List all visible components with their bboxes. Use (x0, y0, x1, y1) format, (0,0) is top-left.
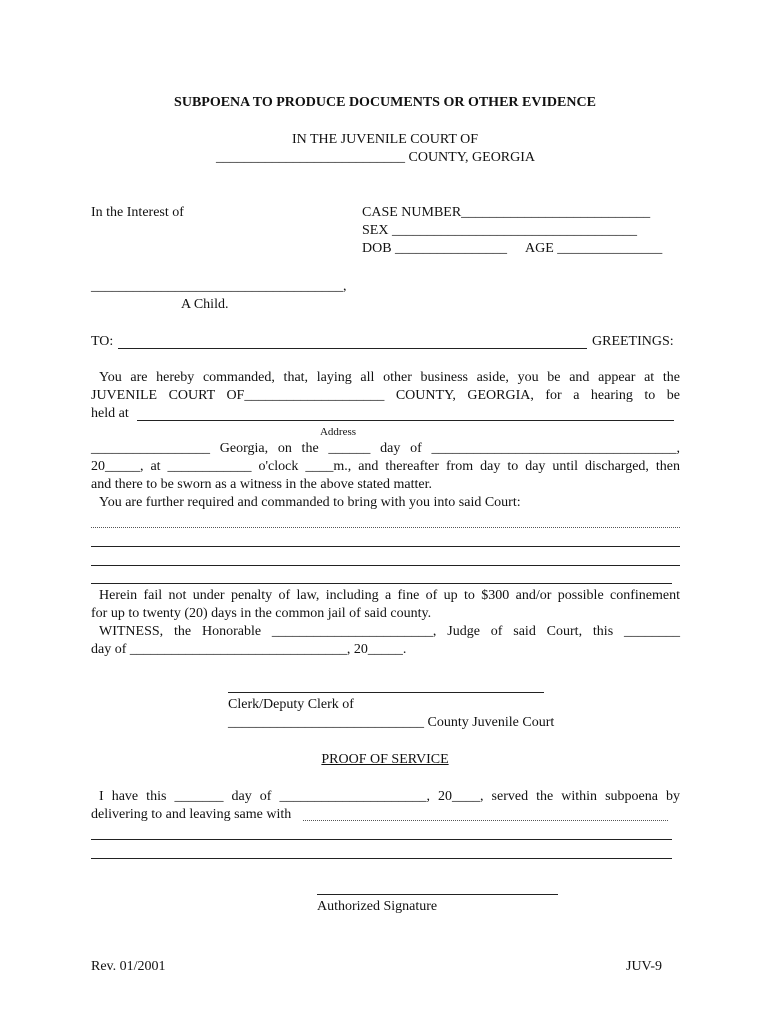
items-line-4[interactable] (91, 583, 672, 584)
document-title: SUBPOENA TO PRODUCE DOCUMENTS OR OTHER EVIDENCE (174, 95, 596, 110)
proof-line-1: I have this _______ day of _____________________, 20____, served the within subpoena by (99, 789, 680, 804)
county-label: COUNTY, GEORGIA (408, 150, 536, 165)
clerk-signature-line[interactable] (228, 692, 544, 693)
penalty-line-2: for up to twenty (20) days in the common jail of said county. (91, 606, 432, 621)
command-line-2: JUVENILE COURT OF____________________ COUNTY, GEORGIA, for a hearing to be (91, 388, 680, 403)
court-heading: IN THE JUVENILE COURT OF (291, 132, 479, 147)
clerk-label: Clerk/Deputy Clerk of (228, 697, 354, 712)
to-label: TO: (91, 334, 114, 349)
sex-field[interactable]: SEX ___________________________________ (362, 223, 637, 238)
items-line-1[interactable] (91, 527, 680, 528)
command-line-1: You are hereby commanded, that, laying all other business aside, you be and appear at the (99, 370, 680, 385)
items-line-2[interactable] (91, 546, 680, 547)
interest-label: In the Interest of (91, 205, 184, 220)
authorized-signature-label: Authorized Signature (317, 899, 438, 914)
witness-line-2: day of _______________________________, 20_____. (91, 642, 407, 657)
case-number-field[interactable]: CASE NUMBER___________________________ (362, 205, 651, 220)
bring-items-label: You are further required and commanded to bring with you into said Court: (99, 495, 521, 510)
command-line-5: 20_____, at ____________ o'clock ____m., and thereafter from day to day until discharged, then (91, 459, 680, 474)
held-at-label: held at (91, 406, 129, 421)
proof-line-blank-1[interactable] (91, 839, 672, 840)
penalty-line-1: Herein fail not under penalty of law, including a fine of up to $300 and/or possible confinement (99, 588, 680, 603)
proof-line-blank-2[interactable] (91, 858, 672, 859)
revision-label: Rev. 01/2001 (91, 959, 166, 974)
county-blank[interactable]: ___________________________ (216, 150, 405, 165)
form-id-label: JUV-9 (626, 959, 663, 974)
command-line-6: and there to be sworn as a witness in the above stated matter. (91, 477, 432, 492)
command-line-4: _________________ Georgia, on the ______ day of ___________________________________, (91, 441, 680, 456)
dob-field[interactable]: DOB ________________ (362, 241, 508, 256)
to-recipient-field[interactable] (118, 348, 587, 349)
greetings-label: GREETINGS: (592, 334, 674, 349)
child-name-field[interactable]: ____________________________________, (91, 279, 347, 294)
served-person-field[interactable] (303, 820, 668, 821)
hearing-address-field[interactable] (137, 420, 674, 421)
county-heading (216, 149, 535, 167)
clerk-county-court: ____________________________ County Juvenile Court (228, 715, 555, 730)
age-field[interactable]: AGE _______________ (525, 241, 663, 256)
proof-of-service-heading: PROOF OF SERVICE (321, 752, 449, 767)
witness-line-1: WITNESS, the Honorable _______________________, Judge of said Court, this ________ (99, 624, 680, 639)
items-line-3[interactable] (91, 565, 680, 566)
authorized-signature-line[interactable] (317, 894, 558, 895)
proof-line-2: delivering to and leaving same with (91, 807, 292, 822)
child-label: A Child. (181, 297, 229, 312)
address-caption: Address (319, 426, 357, 438)
